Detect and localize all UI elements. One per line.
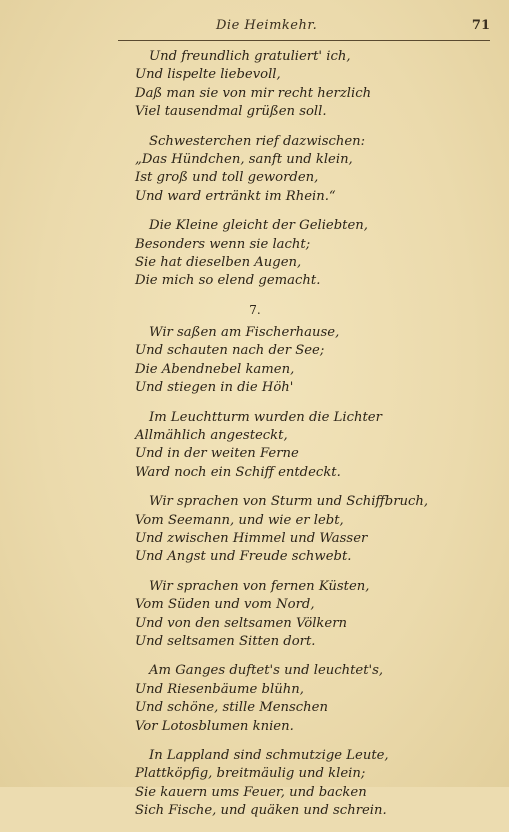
stanza [135,324,475,398]
stanza [135,493,475,567]
verse-line: Sich Fische, und quäken und schrein. [135,803,387,819]
verse-line: Und stiegen in die Höh' [135,380,294,396]
verse-line: Und seltsamen Sitten dort. [135,633,316,649]
header-rule [118,40,490,41]
verse-line: Und in der weiten Ferne [135,446,299,462]
verse-line: Und Angst und Freude schwebt. [135,549,352,565]
verse-line: „Das Hündchen, sanft und klein, [135,152,353,168]
verse-line: Viel tausendmal grüßen soll. [135,104,327,120]
verse-line: Besonders wenn sie lacht; [135,236,311,252]
stanza [135,662,475,736]
verse-line: Wir sprachen von fernen Küsten, [149,578,370,594]
verse-line: Schwesterchen rief dazwischen: [149,133,366,149]
verse-line: Wir sprachen von Sturm und Schiffbruch, [149,494,429,510]
verse-line: Die Abendnebel kamen, [135,361,295,377]
verse-line: Und Riesenbäume blühn, [135,681,304,697]
stanza [135,409,475,483]
section-number: 7. [249,302,261,317]
verse-line: Und schauten nach der See; [135,343,325,359]
verse-line: In Lappland sind schmutzige Leute, [149,748,389,763]
poem-text [135,48,475,832]
verse-line: Und freundlich gratuliert' ich, [149,49,351,64]
stanza [135,747,475,821]
stanza [135,578,475,652]
verse-line: Sie hat dieselben Augen, [135,255,302,271]
stanza [135,48,475,122]
page-number: 71 [471,18,490,33]
verse-line: Allmählich angesteckt, [135,427,288,443]
verse-line: Plattköpfig, breitmäulig und klein; [135,766,366,782]
verse-line: Im Leuchtturm wurden die Lichter [149,409,382,425]
stanza [135,133,475,207]
verse-line: Ward noch ein Schiff entdeckt. [135,464,341,480]
verse-line: Vom Seemann, und wie er lebt, [135,512,344,528]
verse-line: Und von den seltsamen Völkern [135,615,348,631]
verse-line: Sie kauern ums Feuer, und backen [135,784,367,800]
verse-line: Vom Süden und vom Nord, [135,597,315,613]
verse-line: Daß man sie von mir recht herzlich [135,85,372,101]
verse-line: Vor Lotosblumen knien. [135,718,294,734]
verse-line: Und schöne, stille Menschen [135,700,328,716]
page-header [118,18,490,40]
verse-line: Die Kleine gleicht der Geliebten, [149,218,368,234]
verse-line: Und ward ertränkt im Rhein.“ [135,188,336,204]
verse-line: Und zwischen Himmel und Wasser [135,530,368,546]
verse-line: Wir saßen am Fischerhause, [149,324,340,340]
verse-line: Die mich so elend gemacht. [135,273,321,289]
running-head: Die Heimkehr. [216,18,318,33]
stanza [135,217,475,291]
verse-line: Und lispelte liebevoll, [135,67,281,83]
verse-line: Am Ganges duftet's und leuchtet's, [149,663,384,679]
verse-line: Ist groß und toll geworden, [135,170,319,186]
